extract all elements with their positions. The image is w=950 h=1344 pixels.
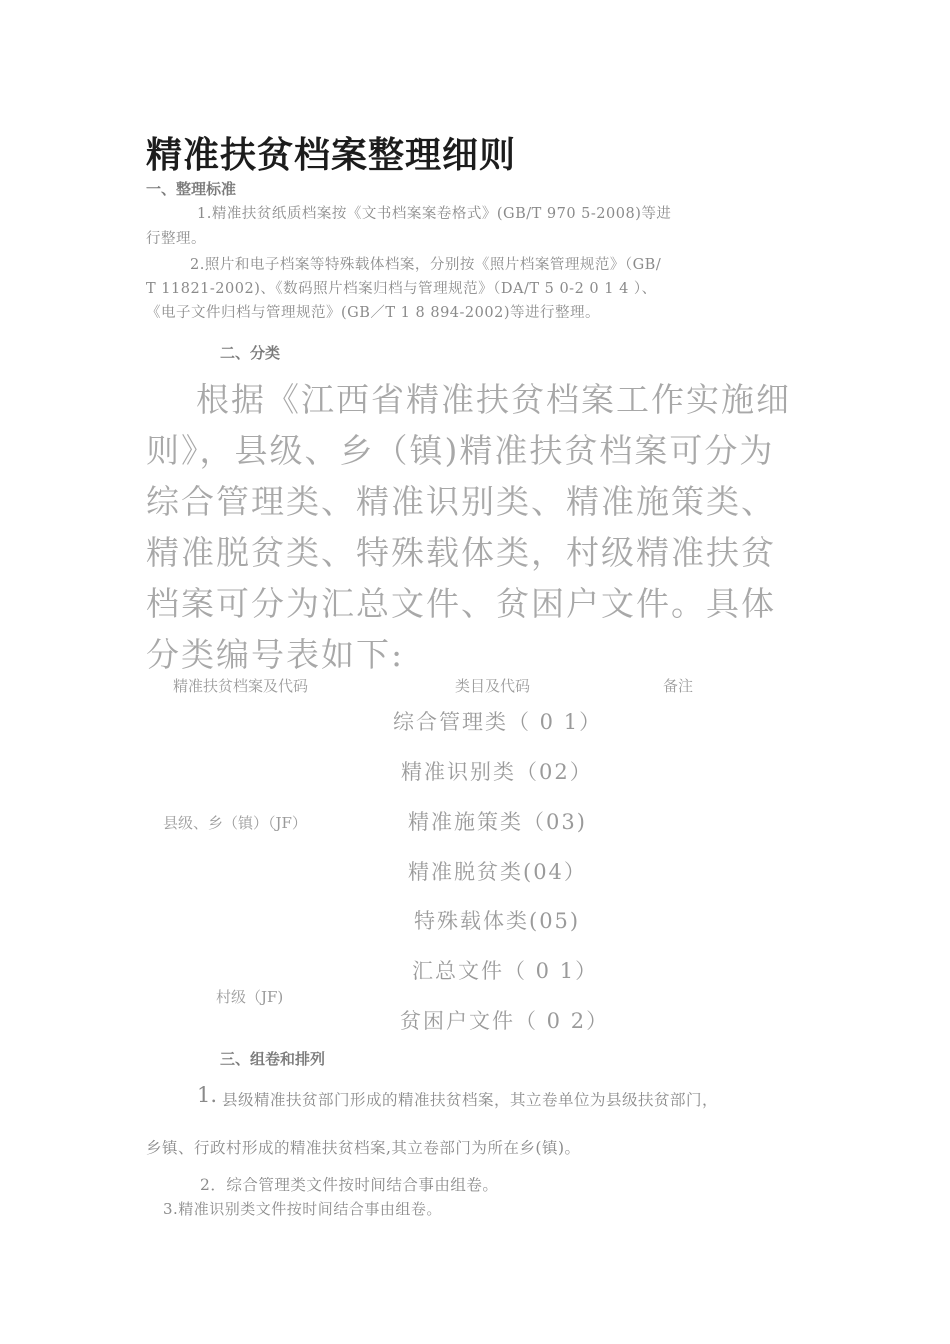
section3-item2: 2．综合管理类文件按时间结合事由组卷。 bbox=[200, 1176, 499, 1194]
section1-item2-line1: 2.照片和电子档案等特殊载体档案，分别按《照片档案管理规范》（GB/ bbox=[190, 257, 662, 273]
table-category-summary-files: 汇总文件（ 0 1） bbox=[412, 959, 599, 983]
table-header-archive-code: 精准扶贫档案及代码 bbox=[173, 677, 309, 695]
table-category-special-carrier: 特殊载体类(05) bbox=[414, 909, 581, 933]
section3-item1-line2: 乡镇、行政村形成的精准扶贫档案,其立卷部门为所在乡(镇)。 bbox=[146, 1139, 581, 1157]
table-category-policy: 精准施策类（03) bbox=[408, 810, 587, 834]
section3-item1-line1: 县级精准扶贫部门形成的精准扶贫档案，其立卷单位为县级扶贫部门， bbox=[222, 1091, 719, 1109]
table-header-remarks: 备注 bbox=[663, 677, 694, 695]
table-header-category-code: 类目及代码 bbox=[455, 677, 531, 695]
document-title: 精准扶贫档案整理细则 bbox=[146, 135, 517, 176]
section2-heading: 二、分类 bbox=[220, 344, 281, 362]
table-group-county-township: 县级、乡（镇）（JF） bbox=[163, 814, 307, 832]
section3-item3: 3.精准识别类文件按时间结合事由组卷。 bbox=[163, 1200, 442, 1218]
table-category-poverty-exit: 精准脱贫类(04） bbox=[408, 860, 587, 884]
table-category-comprehensive: 综合管理类（ 0 1） bbox=[393, 710, 603, 734]
table-group-village: 村级（JF) bbox=[216, 988, 284, 1006]
section1-item2-line3: 《电子文件归档与管理规范》(GB／T 1 8 894-2002)等进行整理。 bbox=[146, 305, 600, 321]
section1-item1-line1: 1.精准扶贫纸质档案按《文书档案案卷格式》(GB/T 970 5-2008)等进 bbox=[197, 206, 672, 222]
section3-heading: 三、组卷和排列 bbox=[220, 1050, 326, 1068]
table-category-poor-household-files: 贫困户文件（ 0 2） bbox=[400, 1009, 610, 1033]
section1-item1-line2: 行整理。 bbox=[146, 231, 206, 247]
table-category-identification: 精准识别类（02） bbox=[401, 760, 593, 784]
section1-heading: 一、整理标准 bbox=[146, 180, 237, 198]
section1-item2-line2: T 11821-2002)、《数码照片档案归档与管理规范》（DA/T 5 0-2 0 1 4 ）、 bbox=[146, 281, 657, 297]
section3-item1-number: 1. bbox=[197, 1083, 218, 1107]
section2-body: 根据《江西省精准扶贫档案工作实施细则》，县级、乡（镇)精准扶贫档案可分为综合管理类、精准识别类、精准施策类、精准脱贫类、特殊载体类，村级精准扶贫档案可分为汇总文件、贫困户文件。具体分类编号表如下: bbox=[146, 380, 791, 674]
